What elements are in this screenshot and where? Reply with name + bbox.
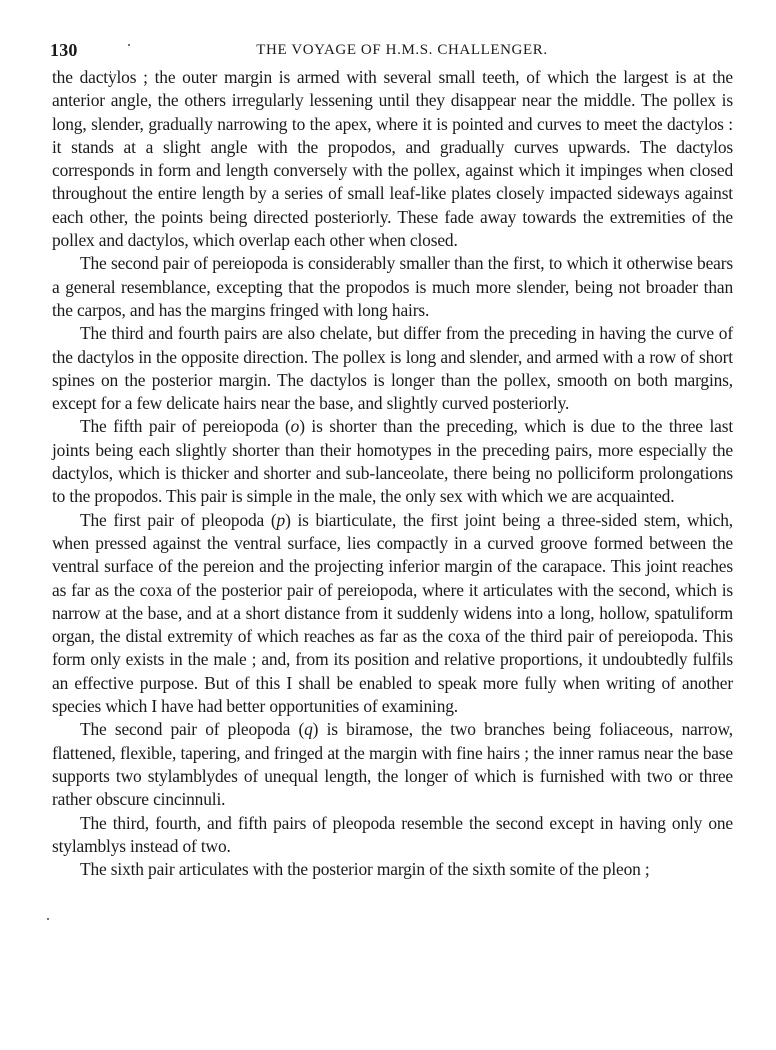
running-head bbox=[50, 40, 734, 64]
paragraph-sixth-pair: The sixth pair articulates with the posterior margin of the sixth somite of the pleon ; bbox=[80, 859, 650, 880]
paragraph-third-to-fifth-pleopoda: The third, fourth, and fifth pairs of pleopoda resemble the second except in having only one stylamblys instead of two. bbox=[52, 812, 733, 856]
paragraph-second-pleopoda bbox=[52, 718, 733, 811]
figure-label: p bbox=[276, 509, 286, 530]
paragraph-second-pereiopoda: The second pair of pereiopoda is considerably smaller than the first, to which it otherwise bears a general resemblance, excepting that the propodos is much more slender, being not broader than the carpos, and has the margins fringed with long hairs. bbox=[52, 253, 733, 320]
paragraph-text-after: ) is biarticulate, the first joint being a three-sided stem, which, when pressed against the ventral surface, lies compactly in a curved groove formed between the ventral surface of the pereion and the projecting inferior margin of the carapace. This joint reaches as far as the coxa of the posterior pair of pereiopoda, where it articulates with the second, which is narrow at the base, and at a short distance from it suddenly widens into a long, hollow, spatuliform organ, the distal extremity of which reaches as far as the coxa of the third pair of pereiopoda. This form only exists in the male ; and, from its position and relative proportions, it undoubtedly fulfils an effective purpose. But of this I shall be enabled to speak more fully when writing of another species which I have had better opportunities of examining. bbox=[52, 509, 733, 717]
paragraph-fifth-pereiopoda bbox=[52, 415, 733, 508]
paragraph-first-pleopoda bbox=[52, 509, 733, 719]
paragraph-text-before: The second pair of pleopoda ( bbox=[80, 719, 305, 740]
paragraph-third-fourth-pairs: The third and fourth pairs are also chelate, but differ from the preceding in having the curve of the dactylos in the opposite direction. The pollex is long and slender, and armed with a row of short spines on the posterior margin. The dactylos is longer than the pollex, smooth on both margins, except for a few delicate hairs near the base, and slightly curved posteriorly. bbox=[52, 323, 733, 414]
figure-label: o bbox=[290, 416, 300, 437]
page-number: 130 bbox=[50, 40, 78, 60]
paragraph-text-before: The first pair of pleopoda ( bbox=[80, 509, 277, 530]
scan-speck bbox=[128, 44, 130, 46]
paragraph-text-after: ) is shorter than the preceding, which is due to the three last joints being each slightly shorter than their homotypes in the preceding pairs, more especially the dactylos, which is thicker and shorter and sub-lanceolate, there being no polliciform prolongations to the propodos. This pair is simple in the male, the only sex with which we are acquainted. bbox=[52, 416, 733, 507]
paragraph-text-before: The fifth pair of pereiopoda ( bbox=[80, 416, 291, 437]
body-text bbox=[52, 66, 733, 881]
figure-label: q bbox=[304, 719, 313, 740]
scan-speck bbox=[47, 918, 49, 920]
paragraph-claw-description: the dactylos ; the outer margin is armed with several small teeth, of which the largest is at the anterior angle, the others irregularly lessening until they disappear near the middle. The pollex is long, slender, gradually narrowing to the apex, where it is pointed and curves to meet the dactylos : it stands at a slight angle with the propodos, and gradually curves upwards. The dactylos corresponds in form and length conversely with the pollex, against which it impinges when closed throughout the entire length by a series of small leaf-like plates closely impacted sideways against each other, the points being directed posteriorly. These fade away towards the extremities of the pollex and dactylos, which overlap each other when closed. bbox=[52, 67, 733, 251]
running-title: THE VOYAGE OF H.M.S. CHALLENGER. bbox=[256, 42, 548, 58]
paragraph-text-after: ) is biramose, the two branches being foliaceous, narrow, flattened, flexible, tapering, and fringed at the margin with fine hairs ; the inner ramus near the base supports two stylamblydes of unequal length, the longer of which is furnished with two or three rather obscure cincinnuli. bbox=[52, 719, 733, 810]
